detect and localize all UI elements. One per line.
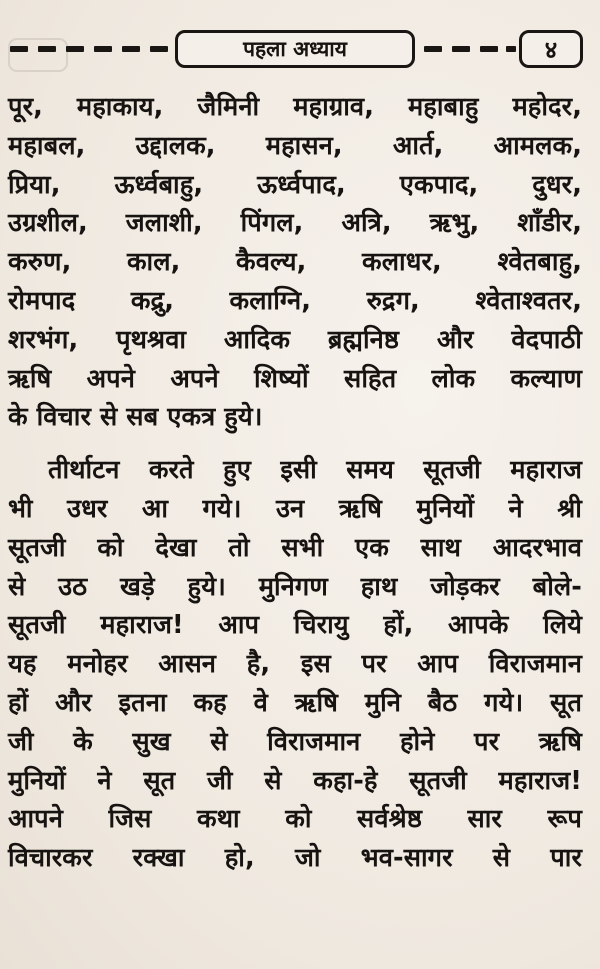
text-line: हों और इतना कह वे ऋषि मुनि बैठ गये। सूत <box>8 687 582 718</box>
text-line: पूर, महाकाय, जैमिनी महाग्राव, महाबाहु महोदर, <box>8 92 582 122</box>
text-line: भी उधर आ गये। उन ऋषि मुनियों ने श्री <box>8 493 582 524</box>
text-line: के विचार से सब एकत्र हुये। <box>8 402 263 433</box>
text-line: यह मनोहर आसन है, इस पर आप विराजमान <box>8 649 582 680</box>
text-line: करुण, काल, कैवल्य, कलाधर, श्वेतबाहु, <box>8 247 582 278</box>
text-line: विचारकर रक्खा हो, जो भव-सागर से पार <box>8 843 582 874</box>
page-header <box>0 28 600 76</box>
text-line: जी के सुख से विराजमान होने पर ऋषि <box>8 726 582 757</box>
text-line: ऋषि अपने अपने शिष्यों सहित लोक कल्याण <box>8 363 582 394</box>
bleed-through-page-box <box>8 38 68 72</box>
text-line: आपने जिस कथा को सर्वश्रेष्ठ सार रूप <box>8 804 582 835</box>
text-line: उग्रशील, जलाशी, पिंगल, अत्रि, ऋभु, शाँडीर, <box>8 208 582 239</box>
text-line: प्रिया, ऊर्ध्वबाहु, ऊर्ध्वपाद, एकपाद, दुधर, <box>8 169 582 200</box>
body-text <box>8 88 582 878</box>
text-line: सूतजी को देखा तो सभी एक साथ आदरभाव <box>8 532 582 563</box>
paragraph-2 <box>8 451 582 878</box>
header-dash <box>122 46 140 52</box>
paragraph-1 <box>8 88 582 437</box>
header-dash <box>66 46 84 52</box>
header-dash <box>424 46 442 52</box>
text-line: शरभंग, पृथश्रवा आदिक ब्रह्मनिष्ठ और वेदपाठी <box>8 324 582 355</box>
text-line: सूतजी महाराज! आप चिरायु हों, आपके लिये <box>8 610 582 641</box>
header-dash <box>94 46 112 52</box>
header-dash <box>150 46 168 52</box>
chapter-title: पहला अध्याय <box>175 30 415 68</box>
text-line: महाबल, उद्दालक, महासन, आर्त, आमलक, <box>8 130 582 161</box>
text-line: मुनियों ने सूत जी से कहा-हे सूतजी महाराज! <box>8 765 582 796</box>
header-dash <box>10 46 28 52</box>
header-dash <box>452 46 470 52</box>
text-line: रोमपाद कद्रु, कलाग्नि, रुद्रग, श्वेताश्वतर, <box>8 285 582 316</box>
header-dash <box>480 46 498 52</box>
header-dash <box>506 46 516 52</box>
page-number: ४ <box>519 30 583 68</box>
text-line: तीर्थाटन करते हुए इसी समय सूतजी महाराज <box>48 455 582 486</box>
header-dash <box>38 46 56 52</box>
text-line: से उठ खड़े हुये। मुनिगण हाथ जोड़कर बोले- <box>8 571 582 602</box>
